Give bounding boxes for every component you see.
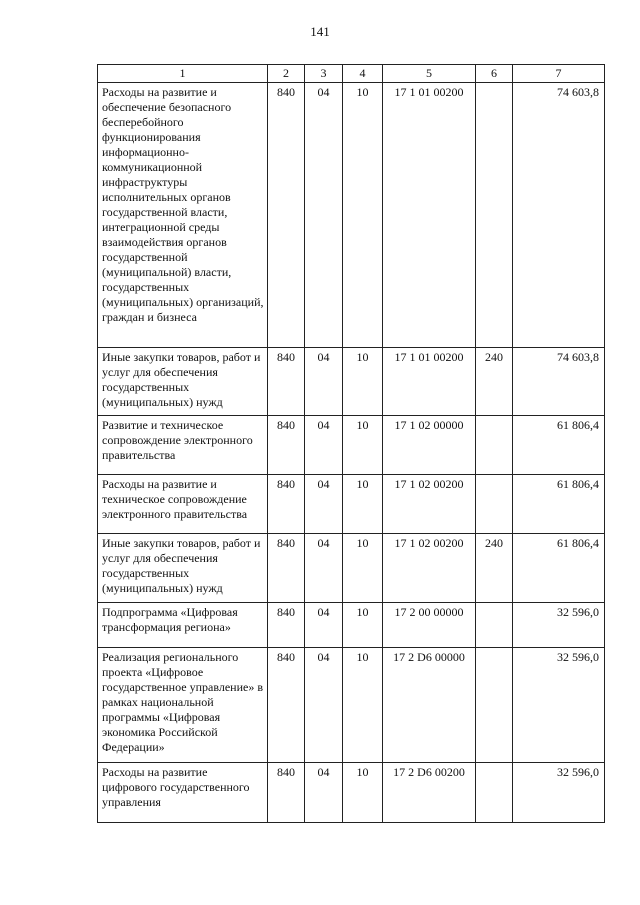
header-col-5: 5 xyxy=(383,65,476,83)
row-code-6 xyxy=(476,416,513,475)
row-amount: 32 596,0 xyxy=(513,763,605,823)
row-code-2: 840 xyxy=(268,648,305,763)
table-row xyxy=(98,603,605,648)
row-code-6 xyxy=(476,763,513,823)
row-code-5: 17 1 02 00000 xyxy=(383,416,476,475)
row-code-4: 10 xyxy=(343,83,383,348)
row-code-4: 10 xyxy=(343,763,383,823)
row-code-2: 840 xyxy=(268,475,305,534)
header-col-7: 7 xyxy=(513,65,605,83)
row-code-4: 10 xyxy=(343,603,383,648)
row-amount: 32 596,0 xyxy=(513,603,605,648)
row-code-2: 840 xyxy=(268,763,305,823)
row-code-5: 17 1 01 00200 xyxy=(383,348,476,416)
row-code-4: 10 xyxy=(343,416,383,475)
row-code-5: 17 1 02 00200 xyxy=(383,534,476,603)
row-code-2: 840 xyxy=(268,83,305,348)
row-code-6 xyxy=(476,475,513,534)
row-code-2: 840 xyxy=(268,416,305,475)
row-code-3: 04 xyxy=(305,534,343,603)
table-row xyxy=(98,475,605,534)
row-code-4: 10 xyxy=(343,648,383,763)
row-code-3: 04 xyxy=(305,475,343,534)
page-number: 141 xyxy=(310,24,330,39)
header-col-1: 1 xyxy=(98,65,268,83)
row-code-6: 240 xyxy=(476,534,513,603)
table-header-row xyxy=(98,65,605,83)
row-name: Расходы на развитие и обеспечение безопасного бесперебойного функционирования информационно-коммуникационной инфраструктуры исполнительных органов государственной власти, интеграционной среды взаимодействия органов государственной (муниципальной) власти, государственных (муниципальных) организаций, граждан и бизнеса xyxy=(98,83,268,348)
row-code-5: 17 2 00 00000 xyxy=(383,603,476,648)
row-code-5: 17 2 D6 00000 xyxy=(383,648,476,763)
table-row xyxy=(98,348,605,416)
table-row xyxy=(98,534,605,603)
table-row xyxy=(98,416,605,475)
header-col-4: 4 xyxy=(343,65,383,83)
header-col-3: 3 xyxy=(305,65,343,83)
row-amount: 74 603,8 xyxy=(513,83,605,348)
table-row xyxy=(98,648,605,763)
row-name: Реализация регионального проекта «Цифровое государственное управление» в рамках национальной программы «Цифровая экономика Российской Федерации» xyxy=(98,648,268,763)
row-code-5: 17 1 01 00200 xyxy=(383,83,476,348)
row-code-3: 04 xyxy=(305,603,343,648)
row-code-3: 04 xyxy=(305,648,343,763)
row-name: Иные закупки товаров, работ и услуг для обеспечения государственных (муниципальных) нужд xyxy=(98,348,268,416)
row-name: Подпрограмма «Цифровая трансформация региона» xyxy=(98,603,268,648)
budget-table xyxy=(97,64,605,823)
table-row xyxy=(98,763,605,823)
row-code-4: 10 xyxy=(343,534,383,603)
row-code-4: 10 xyxy=(343,348,383,416)
row-code-6 xyxy=(476,603,513,648)
row-code-3: 04 xyxy=(305,416,343,475)
row-amount: 61 806,4 xyxy=(513,416,605,475)
row-code-6 xyxy=(476,83,513,348)
row-amount: 61 806,4 xyxy=(513,534,605,603)
row-code-2: 840 xyxy=(268,603,305,648)
row-code-2: 840 xyxy=(268,534,305,603)
header-col-2: 2 xyxy=(268,65,305,83)
row-code-3: 04 xyxy=(305,348,343,416)
row-code-3: 04 xyxy=(305,83,343,348)
row-name: Расходы на развитие цифрового государственного управления xyxy=(98,763,268,823)
row-amount: 32 596,0 xyxy=(513,648,605,763)
row-code-5: 17 1 02 00200 xyxy=(383,475,476,534)
row-code-6 xyxy=(476,648,513,763)
row-code-6: 240 xyxy=(476,348,513,416)
row-code-2: 840 xyxy=(268,348,305,416)
header-col-6: 6 xyxy=(476,65,513,83)
row-code-5: 17 2 D6 00200 xyxy=(383,763,476,823)
table-row xyxy=(98,83,605,348)
row-name: Расходы на развитие и техническое сопровождение электронного правительства xyxy=(98,475,268,534)
row-amount: 74 603,8 xyxy=(513,348,605,416)
row-name: Иные закупки товаров, работ и услуг для обеспечения государственных (муниципальных) нужд xyxy=(98,534,268,603)
row-code-4: 10 xyxy=(343,475,383,534)
row-amount: 61 806,4 xyxy=(513,475,605,534)
row-name: Развитие и техническое сопровождение электронного правительства xyxy=(98,416,268,475)
row-code-3: 04 xyxy=(305,763,343,823)
